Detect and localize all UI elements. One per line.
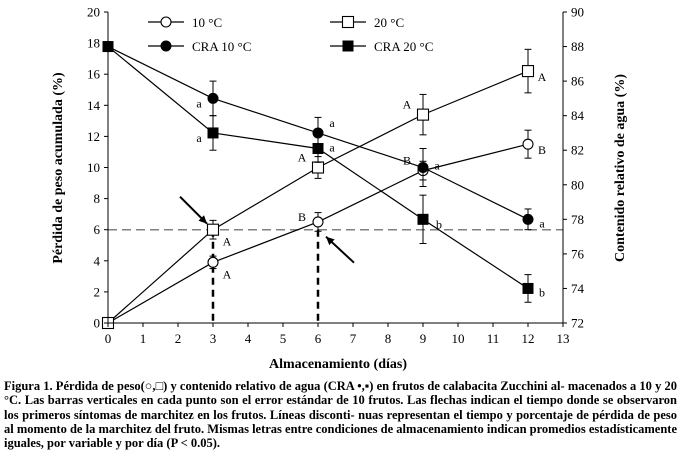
significance-letter: a xyxy=(196,96,202,111)
x-axis-title: Almacenamiento (días) xyxy=(268,357,408,372)
y-left-tick-label: 8 xyxy=(93,191,100,207)
series-20-c xyxy=(103,49,547,328)
data-point xyxy=(208,93,219,104)
data-point xyxy=(208,257,218,267)
legend-label: 20 °C xyxy=(374,15,405,30)
data-point xyxy=(313,162,324,173)
data-point xyxy=(523,66,534,77)
y-left-tick-label: 16 xyxy=(87,66,100,82)
significance-letter: a xyxy=(329,140,335,155)
x-tick-label: 2 xyxy=(174,331,182,346)
caption-line: nuas representan el tiempo y porcentaje de pérdida de peso al momento de la marchitez del fruto. Mismas xyxy=(4,407,677,436)
x-tick-label: 12 xyxy=(521,331,535,346)
significance-letter: a xyxy=(434,158,440,173)
x-tick-label: 13 xyxy=(556,331,570,346)
legend xyxy=(148,15,433,54)
data-point xyxy=(208,127,219,138)
caption-line: macenados a 10 y 20 °C. Las barras verticales en cada punto son el error estándar de 10 frutos. Las flechas xyxy=(4,379,678,408)
x-tick-label: 8 xyxy=(384,331,392,346)
y-left-tick-label: 4 xyxy=(93,253,100,269)
data-point xyxy=(523,139,533,149)
y-right-tick-label: 84 xyxy=(571,108,584,124)
legend-entry xyxy=(330,15,404,30)
legend-marker xyxy=(161,17,171,27)
x-tick-label: 4 xyxy=(244,331,252,346)
significance-letter: A xyxy=(537,70,547,85)
significance-letter: A xyxy=(297,150,307,165)
y-right-tick-label: 80 xyxy=(571,177,584,193)
series-line xyxy=(108,71,528,323)
y-right-tick-label: 86 xyxy=(571,73,584,89)
significance-letter: B xyxy=(537,143,547,158)
series-layer xyxy=(103,41,547,328)
y-left-tick-label: 20 xyxy=(87,4,100,20)
data-point xyxy=(418,214,429,225)
y-right-tick-label: 78 xyxy=(571,211,584,227)
x-tick-label: 9 xyxy=(419,331,427,346)
data-point xyxy=(418,162,429,173)
y-right-tick-label: 72 xyxy=(571,315,584,331)
significance-letter: A xyxy=(222,234,232,249)
reference-lines xyxy=(108,197,563,323)
legend-entry xyxy=(148,39,251,54)
y-left-tick-label: 18 xyxy=(87,35,100,51)
significance-letter: B xyxy=(402,153,412,168)
y-right-tick-label: 90 xyxy=(571,4,584,20)
axes xyxy=(87,5,585,347)
legend-entry xyxy=(148,15,222,30)
significance-letter: A xyxy=(222,267,232,282)
y-right-tick-label: 74 xyxy=(571,280,584,296)
x-tick-label: 0 xyxy=(104,331,112,346)
legend-label: CRA 20 °C xyxy=(374,39,434,54)
y-left-tick-label: 0 xyxy=(93,315,100,331)
x-tick-label: 11 xyxy=(486,331,500,346)
y-right-axis-title: Contenido relativo de agua (%) xyxy=(613,74,628,262)
x-tick-label: 5 xyxy=(279,331,287,346)
significance-letter: a xyxy=(539,216,545,231)
x-tick-label: 3 xyxy=(209,331,217,346)
significance-letter: b xyxy=(539,285,545,300)
data-point xyxy=(208,224,219,235)
y-left-axis-title: Pérdida de peso acumulada (%) xyxy=(51,72,66,264)
x-tick-label: 7 xyxy=(349,331,357,346)
legend-entry xyxy=(330,39,433,54)
legend-marker xyxy=(343,41,354,52)
y-right-tick-label: 88 xyxy=(571,39,584,55)
significance-letter: B xyxy=(297,209,307,224)
caption-line: Figura 1. Pérdida de peso(○,□) y contenido relativo de agua (CRA •,▪) en frutos de calabacita Zucchini al- xyxy=(4,379,565,393)
data-point xyxy=(313,217,323,227)
significance-letter: A xyxy=(402,97,412,112)
legend-marker xyxy=(161,41,172,52)
x-tick-label: 6 xyxy=(314,331,322,346)
significance-letter: a xyxy=(196,130,202,145)
y-right-tick-label: 76 xyxy=(571,246,584,262)
legend-label: CRA 10 °C xyxy=(192,39,252,54)
data-point xyxy=(523,283,534,294)
legend-label: 10 °C xyxy=(192,15,223,30)
series-cra-10-c xyxy=(103,41,546,230)
caption-line: indican el tiempo donde se observaron los primeros síntomas de marchitez en los frutos. Líneas disconti- xyxy=(4,393,678,422)
y-left-tick-label: 12 xyxy=(87,128,100,144)
y-left-tick-label: 10 xyxy=(87,160,100,175)
data-point xyxy=(313,143,324,154)
data-point xyxy=(418,109,429,120)
figure-caption xyxy=(4,379,677,450)
data-point xyxy=(523,214,534,225)
y-left-tick-label: 2 xyxy=(93,284,100,300)
x-tick-label: 10 xyxy=(451,331,465,346)
significance-letter: b xyxy=(436,217,442,232)
y-left-tick-label: 14 xyxy=(87,97,100,113)
x-tick-label: 1 xyxy=(139,331,147,346)
caption-line: letras entre condiciones de almacenamiento indican promedios estadísticamente iguales, por variable y por xyxy=(4,421,677,451)
y-left-tick-label: 6 xyxy=(93,222,100,238)
y-right-tick-label: 82 xyxy=(571,142,584,158)
caption-line: día (P < 0.05). xyxy=(146,436,221,451)
legend-marker xyxy=(343,17,354,28)
significance-letter: a xyxy=(329,115,335,130)
